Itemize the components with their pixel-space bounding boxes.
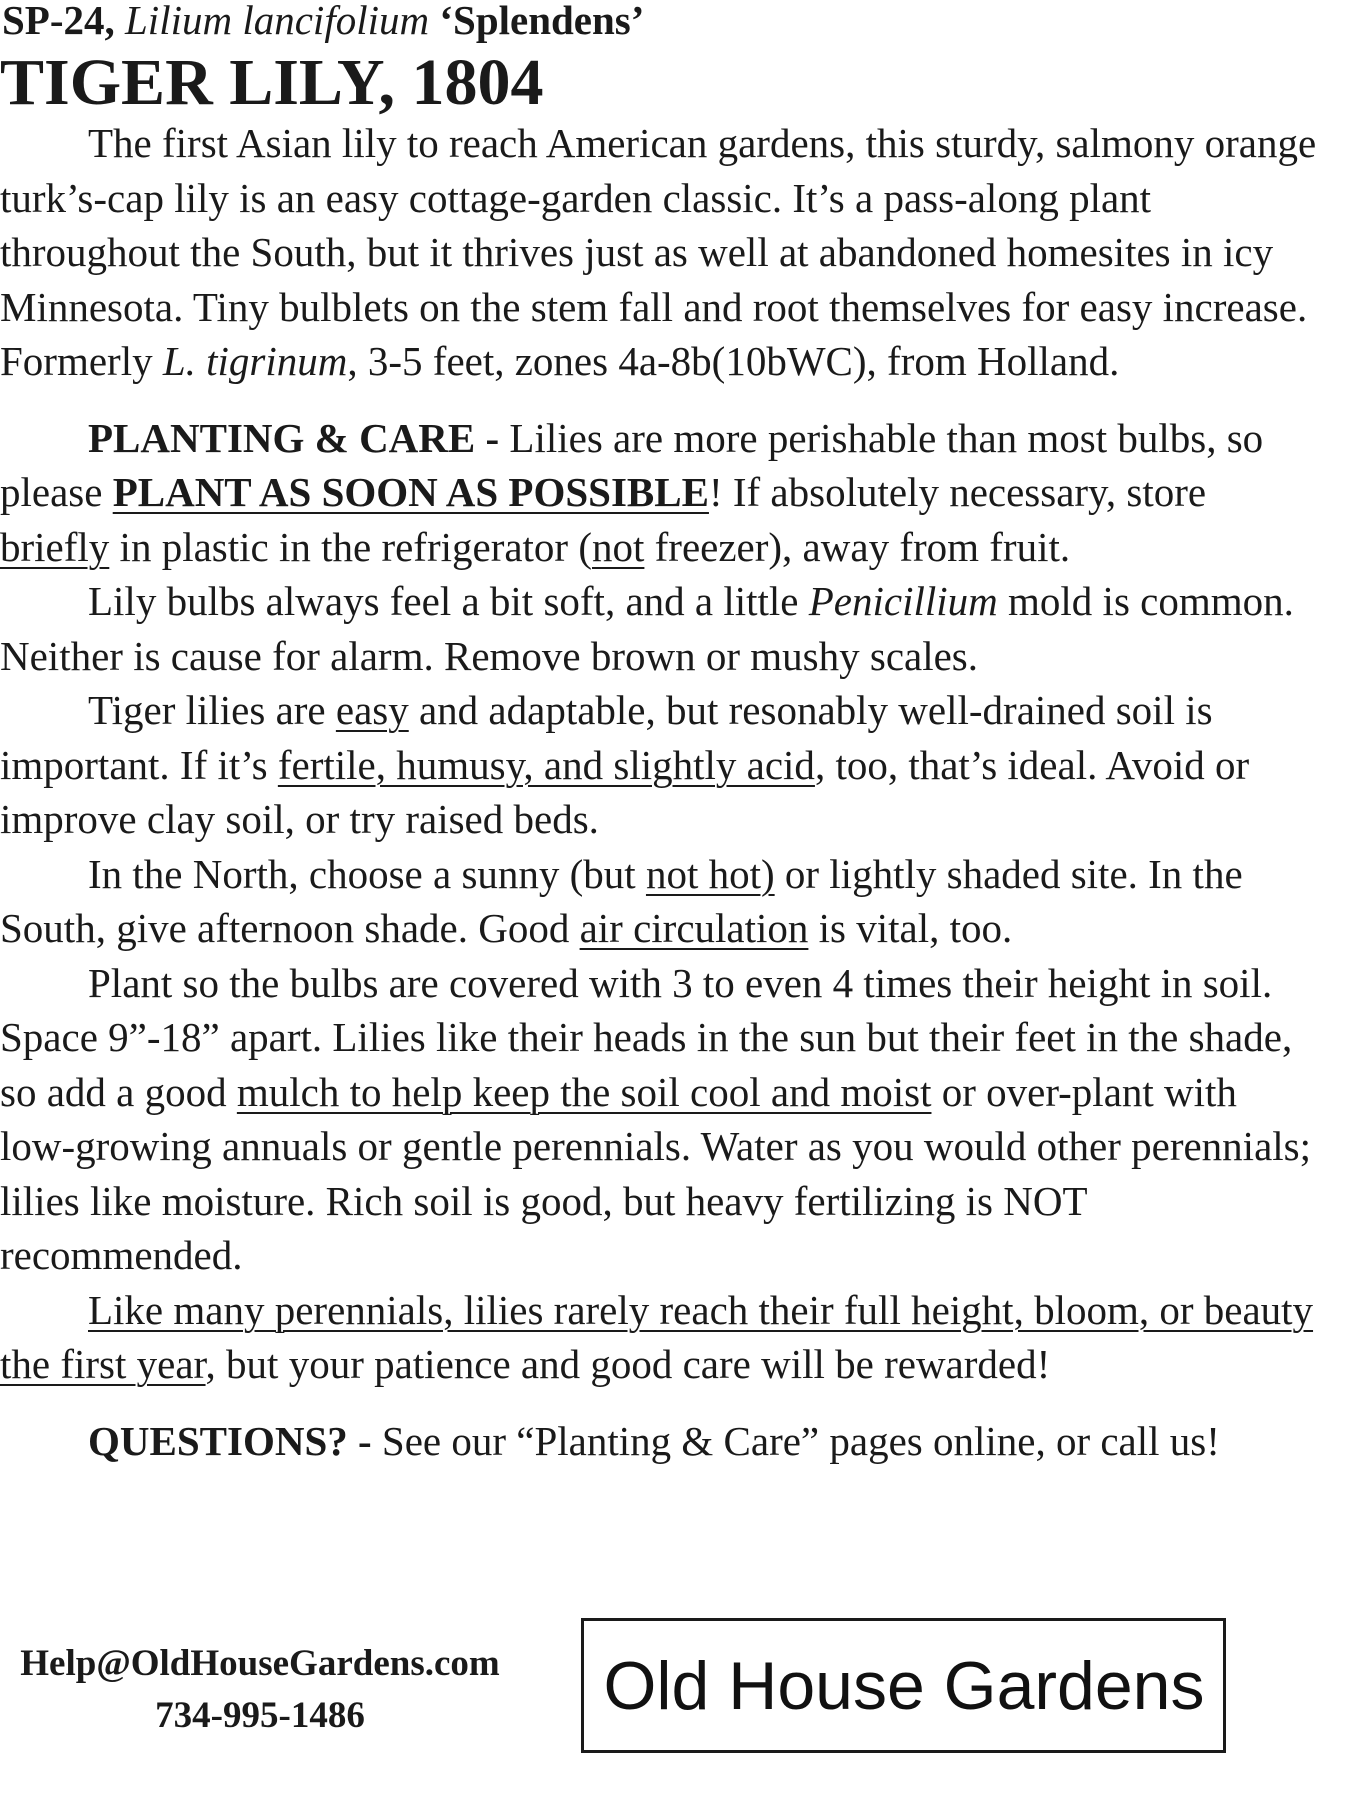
site-paragraph: In the North, choose a sunny (but not hot) or lightly shaded site. In the South, give afternoon shade. Good air circulation is vital, too. bbox=[0, 850, 1243, 951]
company-logo bbox=[581, 1618, 1226, 1753]
logo-wordmark bbox=[604, 1631, 1204, 1741]
contact-phone: 734-995-1486 bbox=[155, 1695, 365, 1736]
planting-depth-paragraph: Plant so the bulbs are covered with 3 to even 4 times their height in soil. Space 9”-18” apart. Lilies like their heads in the sun but their feet in the shade, so add a good mulch to help keep the soil cool and moist or over-plant with low-growing annuals or gentle perennials. Water as you would other perennials; lilies like moisture. Rich soil is good, but heavy fertilizing is NOT recommended. bbox=[0, 959, 1311, 1278]
cultivar-name: ‘Splendens’ bbox=[439, 0, 645, 43]
botanical-name: Lilium lancifolium bbox=[125, 0, 430, 43]
intro-paragraph: The first Asian lily to reach American gardens, this sturdy, salmony orange turk’s-cap lily is an easy cottage-garden classic. It’s a pass-along plant throughout the South, but it thrives just as well at abandoned homesites in icy Minnesota. Tiny bulblets on the stem fall and root themselves for easy increase. Formerly L. tigrinum, 3-5 feet, zones 4a-8b(10bWC), from Holland. bbox=[0, 120, 1317, 384]
product-code-line bbox=[0, 0, 1320, 43]
soft-bulbs-paragraph: Lily bulbs always feel a bit soft, and a little Penicillium mold is common. Neither is cause for alarm. Remove brown or mushy scales. bbox=[0, 578, 1294, 679]
planting-care-paragraph: PLANTING & CARE - Lilies are more perishable than most bulbs, so please PLANT AS SOON AS POSSIBLE! If absolutely necessary, store briefly in plastic in the refrigerator (not freezer), away from fruit. bbox=[0, 414, 1264, 570]
contact-email: Help@OldHouseGardens.com bbox=[20, 1643, 500, 1684]
planting-care-heading: PLANTING & CARE - bbox=[88, 414, 500, 461]
soil-paragraph: Tiger lilies are easy and adaptable, but resonably well-drained soil is important. If it’s fertile, humusy, and slightly acid, too, that’s ideal. Avoid or improve clay soil, or try raised beds. bbox=[0, 687, 1250, 842]
product-code: SP-24, bbox=[2, 0, 115, 43]
page-title: TIGER LILY, 1804 bbox=[0, 46, 544, 119]
questions-paragraph: QUESTIONS? - See our “Planting & Care” pages online, or call us! bbox=[88, 1417, 1220, 1464]
patience-paragraph: Like many perennials, lilies rarely reach their full height, bloom, or beauty the first year, but your patience and good care will be rewarded! bbox=[0, 1286, 1314, 1387]
logo-text: Old House Gardens bbox=[603, 1647, 1204, 1724]
questions-heading: QUESTIONS? - bbox=[88, 1417, 372, 1464]
contact-info bbox=[0, 1638, 520, 1742]
